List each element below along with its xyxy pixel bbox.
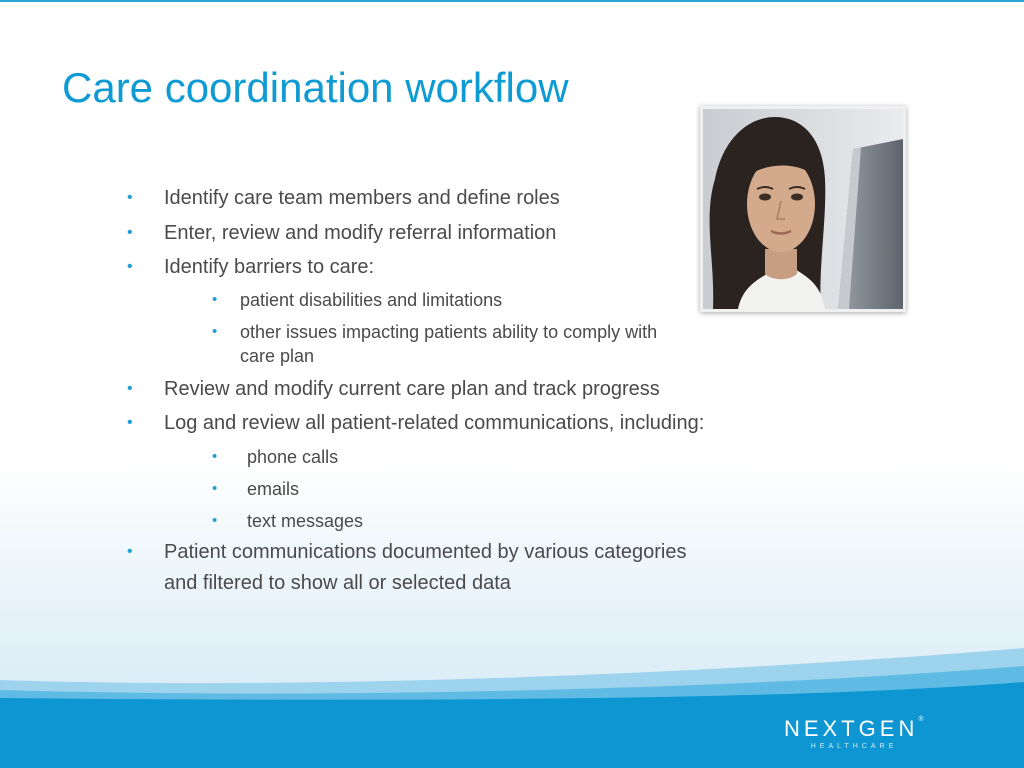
sub-bullet-item: [212, 290, 503, 311]
bullet-text-line1: Patient communications documented by various categories: [164, 541, 687, 563]
bullet-dot: •: [127, 224, 133, 241]
bullet-text: text messages: [247, 511, 364, 531]
bullet-text: Review and modify current care plan and track progress: [164, 378, 660, 400]
bullet-text: Enter, review and modify referral information: [164, 222, 557, 244]
bullet-item: [127, 222, 557, 245]
bullet-text-line2: and filtered to show all or selected data: [164, 572, 511, 594]
bullet-dot: •: [212, 323, 218, 340]
bullet-item: [127, 187, 560, 210]
sub-bullet-item: [212, 447, 339, 468]
bullet-dot: •: [212, 480, 218, 497]
bullet-item: [127, 378, 660, 401]
bullet-text: Identify care team members and define roles: [164, 187, 560, 209]
woman-at-computer-photo: [700, 106, 906, 312]
bullet-continuation: [164, 572, 511, 595]
sub-bullet-continuation: [240, 346, 314, 367]
bullet-text: phone calls: [247, 447, 339, 467]
bullet-item: [127, 541, 687, 564]
bullet-text: emails: [247, 479, 300, 499]
logo-subtitle: HEALTHCARE: [810, 743, 898, 750]
bullet-text-line1: other issues impacting patients ability to comply with: [240, 322, 658, 342]
bullet-text: patient disabilities and limitations: [240, 290, 503, 310]
bullet-dot: •: [127, 380, 133, 397]
bullet-dot: •: [212, 448, 218, 465]
nextgen-healthcare-logo: [784, 716, 928, 750]
woman-portrait-illustration: [703, 109, 903, 309]
sub-bullet-item: [212, 511, 364, 532]
bullet-dot: •: [127, 414, 133, 431]
bullet-item: [127, 256, 375, 279]
bullet-dot: •: [127, 543, 133, 560]
bullet-dot: •: [212, 512, 218, 529]
bullet-item: [127, 412, 705, 435]
slide-title: Care coordination workflow: [62, 64, 569, 111]
bullet-text: Log and review all patient-related communications, including:: [164, 412, 705, 434]
bullet-text: Identify barriers to care:: [164, 256, 375, 278]
registered-mark: ®: [918, 716, 928, 723]
bullet-dot: •: [212, 291, 218, 308]
logo-main-text: NEXTGEN: [784, 716, 919, 741]
bullet-text-line2: care plan: [240, 346, 315, 366]
bullet-dot: •: [127, 189, 133, 206]
logo-wordmark: [784, 716, 928, 742]
sub-bullet-item: [212, 322, 658, 343]
sub-bullet-item: [212, 479, 300, 500]
bullet-dot: •: [127, 258, 133, 275]
